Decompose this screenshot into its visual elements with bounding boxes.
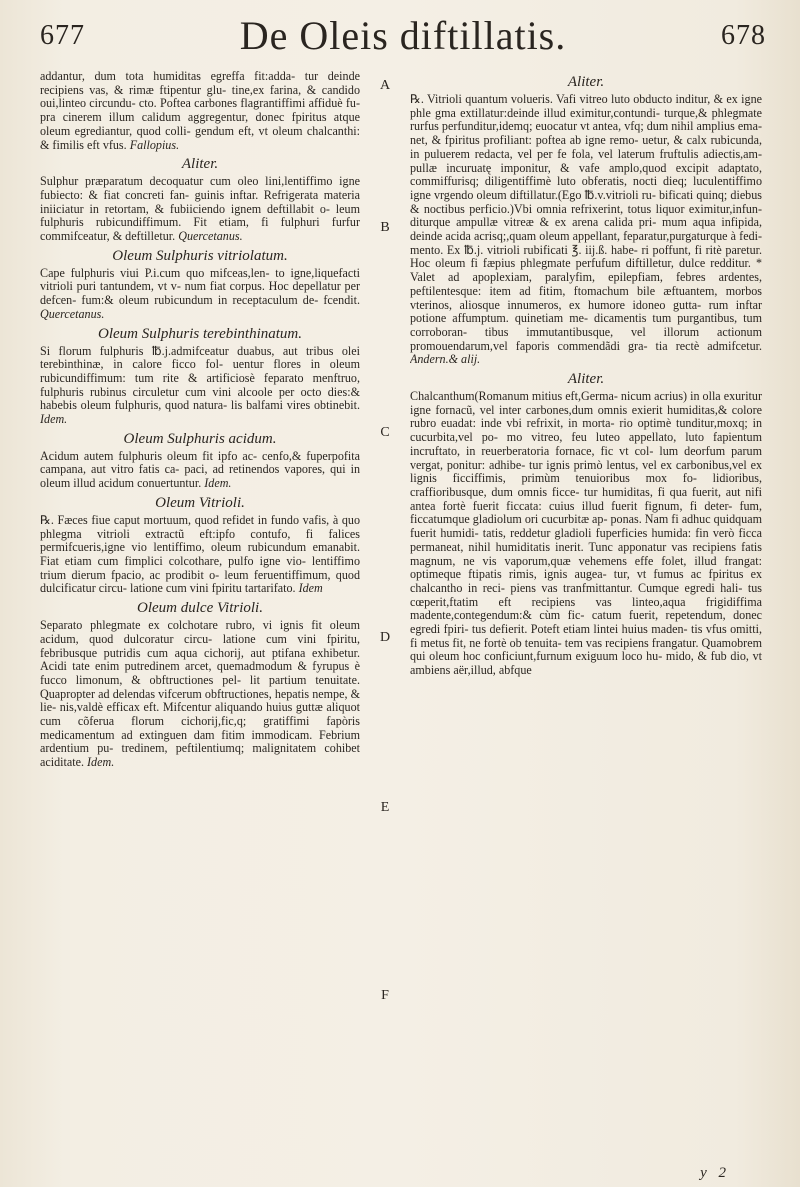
source-citation: Quercetanus. bbox=[178, 229, 243, 244]
margin-letters bbox=[362, 70, 408, 1167]
source-citation: Idem bbox=[298, 581, 323, 596]
paragraph-text: Sulphur præparatum decoquatur cum oleo lini,lentiffimo igne fubiecto: & fiat concreti fan- guinis inftar. Refrigerata materia iniiciatur in retortam, & fubiiciendo ignem deftillabit o- leum fulphuris rubicundiffimum. Fit etiam, fi fulphuri furfur commifceatur, & deftilletur. bbox=[40, 174, 360, 244]
recipe-paragraph bbox=[40, 450, 360, 491]
paragraph-text: addantur, dum tota humiditas egreffa fit:adda- tur deinde recipiens vas, & rimæ ftipentur glu- tine,ex farina, & candido oui,linteo circundu- cto. Poftea carbones flagrantiffimi affiduè fu- pra cinerem illum calidum aggregentur, donec fpiritus atque oleum egrediantur, quod colli- gendum eft, vt oleum chalcanthi: & fimilis eft vfus. bbox=[40, 70, 360, 152]
recipe-paragraph bbox=[40, 345, 360, 427]
margin-letter-f: F bbox=[381, 988, 389, 1003]
recipe-heading: Aliter. bbox=[567, 371, 605, 388]
recipe-heading: Aliter. bbox=[567, 74, 605, 90]
right-page-number: 678 bbox=[721, 20, 766, 51]
right-text-column bbox=[410, 70, 762, 1167]
recipe-paragraph bbox=[40, 175, 360, 244]
recipe-paragraph bbox=[40, 70, 360, 152]
paragraph-text: Cape fulphuris viui P.i.cum quo mifceas,len- to igne,liquefacti vitrioli puri tantundem, vt v- num fiat corpus. Hoc depellatur per defcen- fum:& oleum rubicundum in receptaculum de- fcendit. bbox=[40, 265, 360, 308]
left-text-column bbox=[40, 70, 360, 1167]
source-citation: Quercetanus. bbox=[40, 306, 105, 321]
paragraph-text: ℞. Fæces fiue caput mortuum, quod refidet in fundo vafis, à quo phlegma vitrioli extractũ eft:ipfo contufo, fi falices permifcueris,igne vio lentiffimo, oleum rubicundum emanabit. Fiat etiam cum fimplici colcothare, pulfo igne vio- lentiffimo trium dierum fpacio, ac prodibit o- leum feruentiffimum, quod dulcificatur circu- latione cum vini fpiritu tartarifato. bbox=[40, 512, 360, 596]
recipe-heading: Oleum Sulphuris vitriolatum. bbox=[112, 247, 288, 264]
margin-letter-a: A bbox=[379, 78, 391, 93]
recipe-paragraph bbox=[410, 390, 762, 678]
source-citation: Andern.& alij. bbox=[410, 352, 481, 367]
recipe-paragraph bbox=[40, 267, 360, 322]
signature-mark: y 2 bbox=[700, 1165, 730, 1181]
recipe-heading: Oleum Vitrioli. bbox=[155, 494, 245, 511]
recipe-paragraph bbox=[40, 619, 360, 770]
recipe-heading: Oleum dulce Vitrioli. bbox=[137, 600, 263, 617]
margin-letter-c: C bbox=[380, 425, 390, 440]
paragraph-text: Separato phlegmate ex colchotare rubro, vi ignis fit oleum acidum, quod dulcoratur circu- latione cum vini fpiritu, febribusque putridis cum aqua cichorij, aut ptifana exhibetur. Acidi tate enim putredinem arcet, quemadmodum & fyrupus è fucco limonum, & obftructiones pel- lit partium tenuitate. Quapropter ad delendas vifcerum obftructiones, hepatis nempe, & lie- nis,valdè efficax eft. Mifcentur aliquando huius guttæ aliquot cum cõferua florum cichorij,fic,q; gratiffimi fapòris medicamentum ad extinguen dam fitim immodicam. Febrium ardentium pu- tredinem, peftilentiumq; malignitatem cohibet aciditate. bbox=[40, 618, 360, 770]
source-citation: Fallopius. bbox=[129, 137, 180, 152]
source-citation: Idem. bbox=[87, 755, 115, 770]
paragraph-text: Chalcanthum(Romanum mitius eft,Germa- nicum acrius) in olla exuritur igne fornacũ, vel inter carbones,dum omnis exierit humiditas,& colore rubro euadat: inde vbi refrixit, in morta- rio optimè tunditur,moxq; in cucurbita,vel po- mo vitreo, feu luteo appellato, luto fapientum incruftato, in reuerberatoria fornace, fic vt col- lum deorfum parum vergat, ponitur: adhibe- tur ignis primò lentus, vel ex carbonibus,vel ex lignis ficciffimis, primùm tenuioribus mox fo- lidioribus, craffioribusque, dum omnis ficce- tur humiditas, fi qua fuerit, aut nifi antea fortè fuerit ficcata: cuius illud fuerit fignum, fi deter- fum, ficcatumque gladiolum ori cucurbitæ ap- ponas. Nam fi adhuc quidquam fuerit humidi- tatis, reddetur gladioli fuperficies humida: fin verò ficca permaneat, nihil humiditatis inerit. Tunc apponatur vas recipiens fatis magnum, ne vis vaporum,quæ vehemens effe folet, illud frangat: optimeque ftipatis rimis, ignis augea- tur, vt fumus ac fpiritus ex chalcantho in reci- piens vas tranfmittantur. Cumque egredi hali- tus cœperit,ftatim eft recipiens vas linteo,aqua frigidiffima madente,contegendum:& cùm fic- catum fuerit, repetendum, donec egredi fpiri- tus defierit. Poteft etiam lintei huius maden- tis vfus omitti, fi metus fit, ne fortè ob tenuita- tem vas recipiens frangatur. Quamobrem qui oleum hoc conficiunt,furnum exiguum loco hu- mido, & fub dio, vt ambiens aër,illud, abfque bbox=[410, 389, 762, 678]
source-citation: Idem. bbox=[204, 476, 232, 491]
margin-letter-d: D bbox=[379, 630, 391, 645]
running-title: De Oleis diftillatis. bbox=[239, 13, 567, 58]
paragraph-text: ℞. Vitrioli quantum volueris. Vafi vitreo luto obducto inditur, & ex igne phle gma extillatur:deinde illud eximitur,contundi- turque,& phlegmate rurfus perfunditur,idemq; euocatur vt antea, vfq; dum nihil amplius ema- net, & fpiritus profiliant: poftea ab igne remo- uetur, & calx rubicunda, in puluerem redacta, vel per fe fola, vel laterum fruftulis adiectis,am- pullæ incuruatę imponitur, & vafe amplo,quod excipit adaptato, commiffurisq; diligentiffimè luto obferatis, nocti dieq; luculentiffimo igne vrgendo oleum diftillatur.(Ego ℔.v.vitrioli ru- bificati quinq; diebus & noctibus perficio.)Vbi omnia refrixerint, totus liquor eximitur,infun- diturque ampullæ vitreæ & ex arena calida pri- mum aqua infipida, deinde acida acrisq;,quam oleum appellant, feparatur,purgaturque à fedi- mento. Ex ℔.j. vitrioli rubificati ℥. iij.ß. habe- ri poffunt, fi ritè paretur. Hoc oleum fi fæpius phlegmate perfufum diftilletur, dulce redditur. * Valet ad apoplexiam, paralyfim, epilepfiam, febres ardentes, peftilentesque: item ad fitim, ftomachum bile æftuantem, morbos vterinos, aliosque innumeros, ex humore idoneo gutta- rum inftar potione affumptum. quinetiam me- dicamentis tum purgantibus, tum corroboran- tibus immutantibusque, vel illorum actionum promouendarum,vel faporis commendãdi gra- tia rectè admifcetur. bbox=[410, 92, 762, 353]
page-header bbox=[40, 8, 766, 58]
margin-letter-b: B bbox=[380, 220, 390, 235]
recipe-paragraph bbox=[40, 514, 360, 596]
recipe-heading: Aliter. bbox=[181, 156, 219, 173]
recipe-heading: Oleum Sulphuris terebinthinatum. bbox=[97, 325, 303, 342]
source-citation: Idem. bbox=[40, 412, 68, 427]
margin-letter-e: E bbox=[380, 800, 390, 815]
paragraph-text: Si florum fulphuris ℔.j.admifceatur duabus, aut tribus olei terebinthinæ, in calore ficco fol- uentur flores in oleum rubicundiffimum: tum rite & artificiosè feparato menftruo, fulphuris rubinus circuletur cum vini alcoole per octo dies:& habebis oleum fulphuris, quod natura- lis balfami vires obtinebit. bbox=[40, 343, 360, 413]
paragraph-text: Acidum autem fulphuris oleum fit ipfo ac- cenfo,& fuperpofita campana, aut vitro fatis ca- paci, ad retinendos vapores, qui in oleum illud acidum conuertuntur. bbox=[40, 448, 360, 491]
recipe-paragraph bbox=[410, 93, 762, 367]
left-page-number: 677 bbox=[40, 20, 85, 51]
recipe-heading: Oleum Sulphuris acidum. bbox=[123, 430, 277, 447]
